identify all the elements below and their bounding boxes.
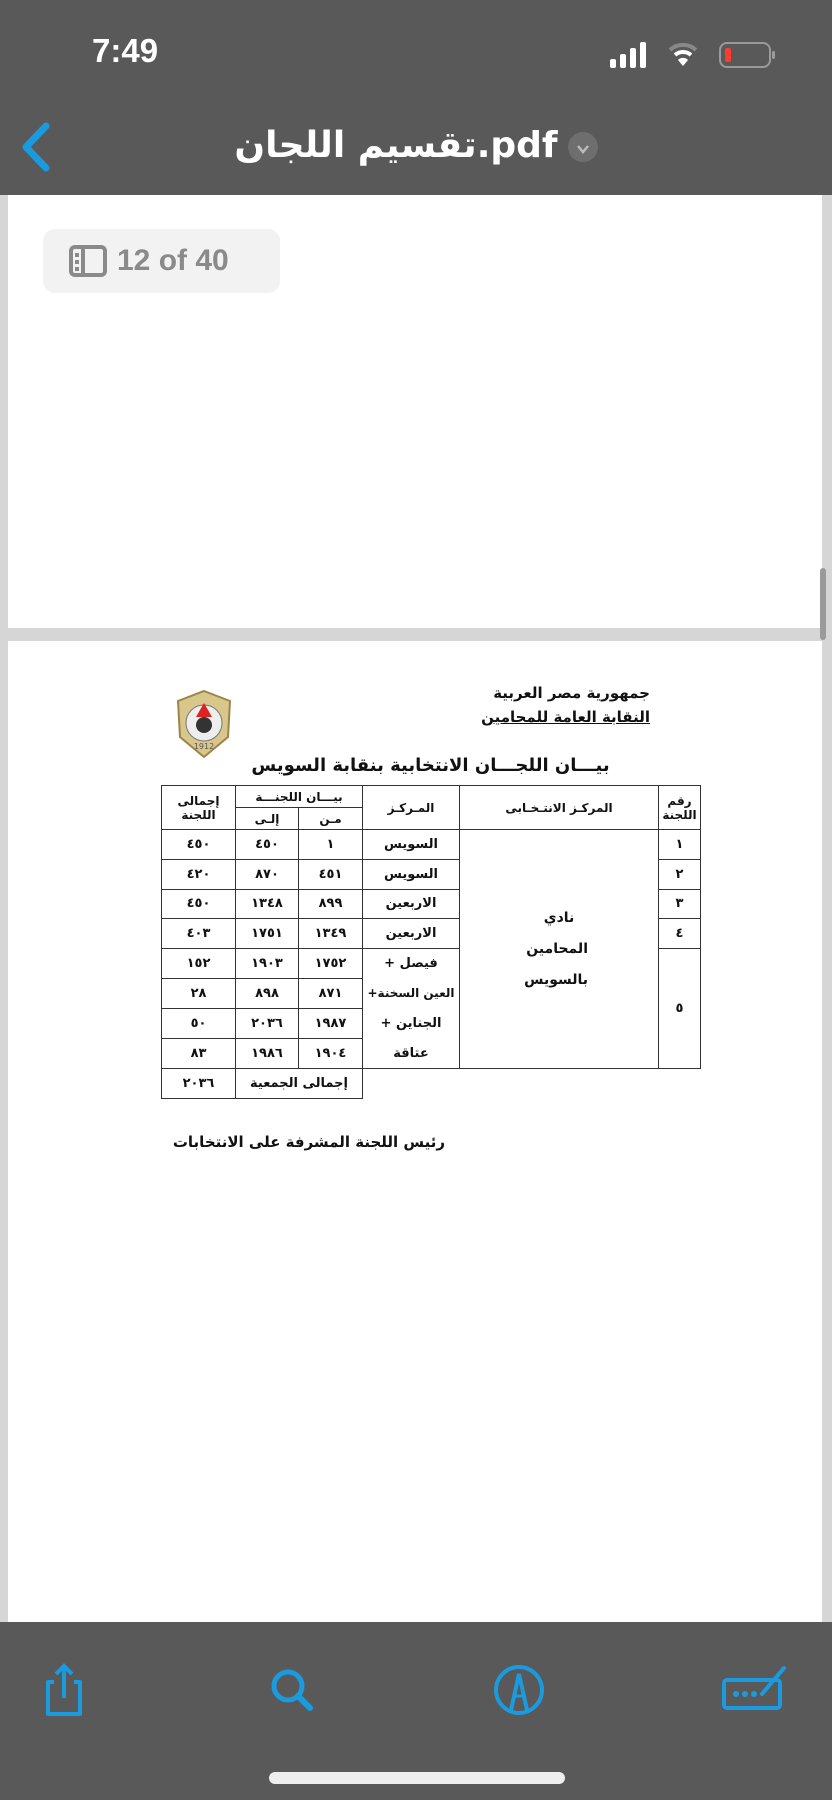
cell-to: ٢٠٣٦: [236, 1009, 299, 1039]
header-no: رقم اللجنة: [659, 786, 701, 830]
top-bar: [0, 0, 832, 195]
doc-header-line1: جمهورية مصر العربية: [493, 684, 650, 702]
doc-footer: رئيس اللجنة المشرفة على الانتخابات: [172, 1133, 445, 1151]
cell-no: ١: [659, 830, 701, 860]
cell-electoral-center: نادي المحامين بالسويس: [460, 830, 659, 1069]
sidebar-icon: [69, 245, 107, 277]
cell-total: ٤٥٠: [162, 889, 236, 919]
cell-center: السويس: [363, 830, 460, 860]
bar-association-logo: [172, 689, 236, 759]
grand-total-row: [162, 1069, 701, 1099]
cell-from: ١٧٥٢: [299, 949, 363, 979]
document-title: تقسيم اللجان.pdf: [234, 125, 558, 166]
cell-to: ١٣٤٨: [236, 889, 299, 919]
cell-to: ٨٧٠: [236, 859, 299, 889]
cell-center-group: [363, 949, 460, 1069]
signature-icon[interactable]: [720, 1662, 790, 1718]
cell-no: ٥: [659, 949, 701, 1069]
cell-from: ١٩٠٤: [299, 1039, 363, 1069]
header-total: إجمالى اللجنة: [162, 786, 236, 830]
doc-header-line2: النقابة العامة للمحامين: [481, 708, 650, 726]
cell-from: ٨٩٩: [299, 889, 363, 919]
table-row: [162, 830, 701, 860]
table-header-row: [162, 786, 701, 808]
header-committee: بيـــان اللجنـــة: [236, 786, 363, 808]
center-line: الجناين +: [380, 1015, 442, 1031]
cell-from: ١٣٤٩: [299, 919, 363, 949]
scrollbar[interactable]: [820, 568, 826, 640]
cell-total: ١٥٢: [162, 949, 236, 979]
center-line: فيصل +: [384, 956, 438, 972]
status-time: 7:49: [92, 32, 159, 69]
cell-center: الاربعين: [363, 919, 460, 949]
cell-total: ٢٨: [162, 979, 236, 1009]
svg-text:1912: 1912: [193, 742, 215, 751]
cell-no: ٢: [659, 859, 701, 889]
cell-from: ١: [299, 830, 363, 860]
cell-total: ٥٠: [162, 1009, 236, 1039]
cell-to: ١٩٨٦: [236, 1039, 299, 1069]
cell-total: ٤٠٣: [162, 919, 236, 949]
cell-to: ١٩٠٣: [236, 949, 299, 979]
doc-title: بيـــان اللجـــان الانتخابية بنقابة السويس: [251, 755, 610, 776]
grand-total-value: ٢٠٣٦: [162, 1069, 236, 1099]
cell-center: الاربعين: [363, 889, 460, 919]
header-from: مـن: [299, 808, 363, 830]
battery-icon: [719, 42, 771, 68]
search-icon[interactable]: [264, 1662, 320, 1718]
document-title-button[interactable]: [0, 125, 832, 166]
header-center: المـركـز: [363, 786, 460, 830]
header-electoral-center: المركـز الانتـخـابى: [460, 786, 659, 830]
cell-from: ٨٧١: [299, 979, 363, 1009]
cell-to: ٨٩٨: [236, 979, 299, 1009]
home-indicator[interactable]: [269, 1772, 565, 1784]
cell-to: ١٧٥١: [236, 919, 299, 949]
center-line: عتاقة: [393, 1045, 429, 1061]
cellular-signal-icon: [610, 42, 650, 68]
header-to: إلـى: [236, 808, 299, 830]
cell-from: ١٩٨٧: [299, 1009, 363, 1039]
cell-center: السويس: [363, 859, 460, 889]
page-count: 12 of 40: [117, 244, 229, 277]
page-indicator[interactable]: [43, 229, 280, 293]
cell-total: ٨٣: [162, 1039, 236, 1069]
center-line: العين السخنة+: [367, 985, 455, 1000]
chevron-down-icon: [568, 132, 598, 162]
cell-from: ٤٥١: [299, 859, 363, 889]
committees-table: [161, 785, 701, 1099]
wifi-icon: [668, 40, 698, 68]
cell-to: ٤٥٠: [236, 830, 299, 860]
markup-icon[interactable]: [491, 1662, 547, 1718]
share-icon[interactable]: [36, 1662, 92, 1718]
cell-total: ٤٢٠: [162, 859, 236, 889]
cell-total: ٤٥٠: [162, 830, 236, 860]
cell-no: ٣: [659, 889, 701, 919]
cell-no: ٤: [659, 919, 701, 949]
grand-total-label: إجمالى الجمعية: [236, 1069, 363, 1099]
